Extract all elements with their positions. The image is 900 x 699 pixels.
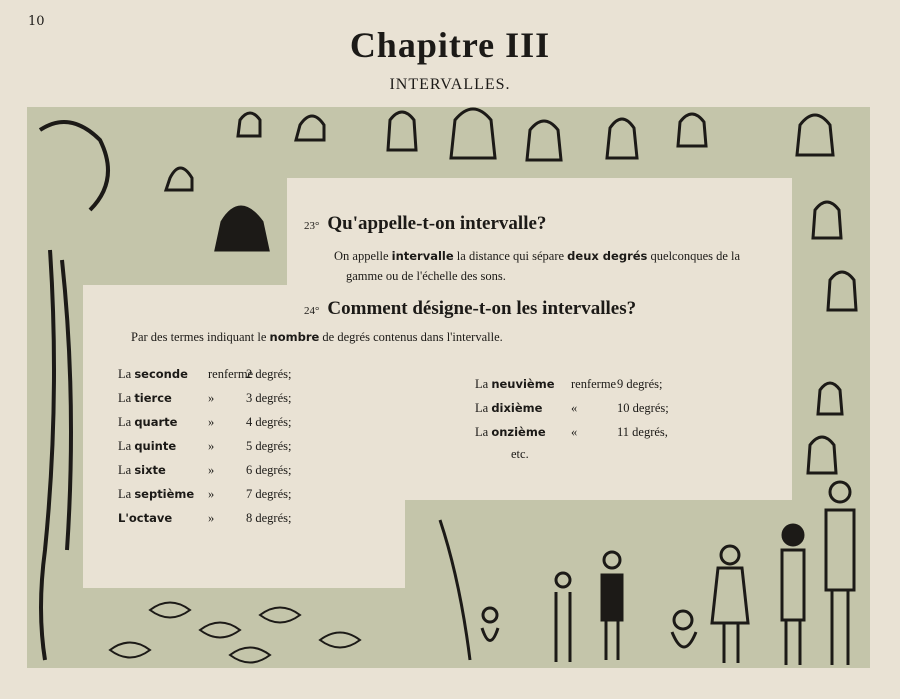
chapter-title: Chapitre III bbox=[349, 25, 551, 65]
question-text: Qu'appelle-t-on intervalle? bbox=[327, 213, 547, 234]
answer-text: de degrés contenus dans l'intervalle. bbox=[319, 330, 503, 344]
interval-verb: renferme bbox=[571, 377, 617, 391]
interval-row bbox=[118, 439, 292, 454]
interval-article: La bbox=[118, 391, 135, 405]
interval-degrees: 6 degrés; bbox=[246, 463, 292, 477]
interval-article: La bbox=[475, 377, 492, 391]
page-number: 10 bbox=[28, 14, 45, 29]
interval-name: dixième bbox=[491, 401, 543, 415]
question-24 bbox=[304, 298, 636, 320]
interval-verb: » bbox=[208, 463, 215, 477]
interval-row bbox=[475, 425, 668, 440]
interval-row bbox=[118, 463, 292, 478]
question-number: 24° bbox=[304, 305, 320, 317]
question-number: 23° bbox=[304, 220, 320, 232]
interval-row bbox=[118, 511, 292, 526]
interval-degrees: 11 degrés, bbox=[617, 425, 668, 439]
interval-name: quarte bbox=[134, 415, 178, 429]
interval-row bbox=[118, 391, 292, 406]
interval-row bbox=[475, 401, 669, 416]
interval-article: La bbox=[118, 487, 135, 501]
interval-row bbox=[475, 377, 663, 392]
answer-bold: intervalle bbox=[391, 249, 454, 263]
interval-article: La bbox=[475, 401, 492, 415]
interval-name: seconde bbox=[134, 367, 188, 381]
interval-name: neuvième bbox=[491, 377, 555, 391]
interval-verb: » bbox=[208, 415, 215, 429]
interval-name: tierce bbox=[134, 391, 172, 405]
interval-verb: » bbox=[208, 391, 215, 405]
interval-degrees: 5 degrés; bbox=[246, 439, 292, 453]
interval-name: sixte bbox=[134, 463, 166, 477]
answer-24 bbox=[131, 330, 503, 345]
interval-degrees: 9 degrés; bbox=[617, 377, 663, 391]
answer-bold: deux degrés bbox=[567, 249, 648, 263]
interval-name: onzième bbox=[491, 425, 546, 439]
interval-article: La bbox=[118, 415, 135, 429]
interval-verb: « bbox=[571, 401, 578, 415]
interval-degrees: 4 degrés; bbox=[246, 415, 292, 429]
interval-row bbox=[118, 487, 292, 502]
interval-degrees: 10 degrés; bbox=[617, 401, 669, 415]
interval-name: L'octave bbox=[118, 511, 173, 525]
interval-article: La bbox=[118, 463, 135, 477]
interval-name: quinte bbox=[134, 439, 177, 453]
interval-degrees: 7 degrés; bbox=[246, 487, 292, 501]
interval-article: La bbox=[118, 439, 135, 453]
etc-text: etc. bbox=[511, 447, 529, 461]
interval-verb: « bbox=[571, 425, 578, 439]
answer-text: quelconques de la bbox=[647, 249, 741, 263]
interval-degrees: 3 degrés; bbox=[246, 391, 292, 405]
interval-degrees: 8 degrés; bbox=[246, 511, 292, 525]
chapter-subtitle: INTERVALLES. bbox=[389, 76, 511, 93]
interval-article: La bbox=[118, 367, 135, 381]
interval-verb: » bbox=[208, 511, 215, 525]
interval-verb: » bbox=[208, 487, 215, 501]
answer-text: Par des termes indiquant le bbox=[131, 330, 270, 344]
question-text: Comment désigne-t-on les intervalles? bbox=[327, 298, 637, 319]
interval-row bbox=[118, 367, 292, 382]
interval-article: La bbox=[475, 425, 492, 439]
answer-text: On appelle bbox=[334, 249, 392, 263]
interval-verb: » bbox=[208, 439, 215, 453]
interval-degrees: 2 degrés; bbox=[246, 367, 292, 381]
answer-text: gamme ou de l'échelle des sons. bbox=[346, 269, 506, 283]
interval-row bbox=[118, 415, 292, 430]
answer-bold: nombre bbox=[269, 330, 320, 344]
answer-text: la distance qui sépare bbox=[453, 249, 568, 263]
answer-23 bbox=[334, 246, 779, 286]
interval-verb: renferme bbox=[208, 367, 254, 381]
interval-name: septième bbox=[134, 487, 195, 501]
question-23 bbox=[304, 213, 546, 235]
